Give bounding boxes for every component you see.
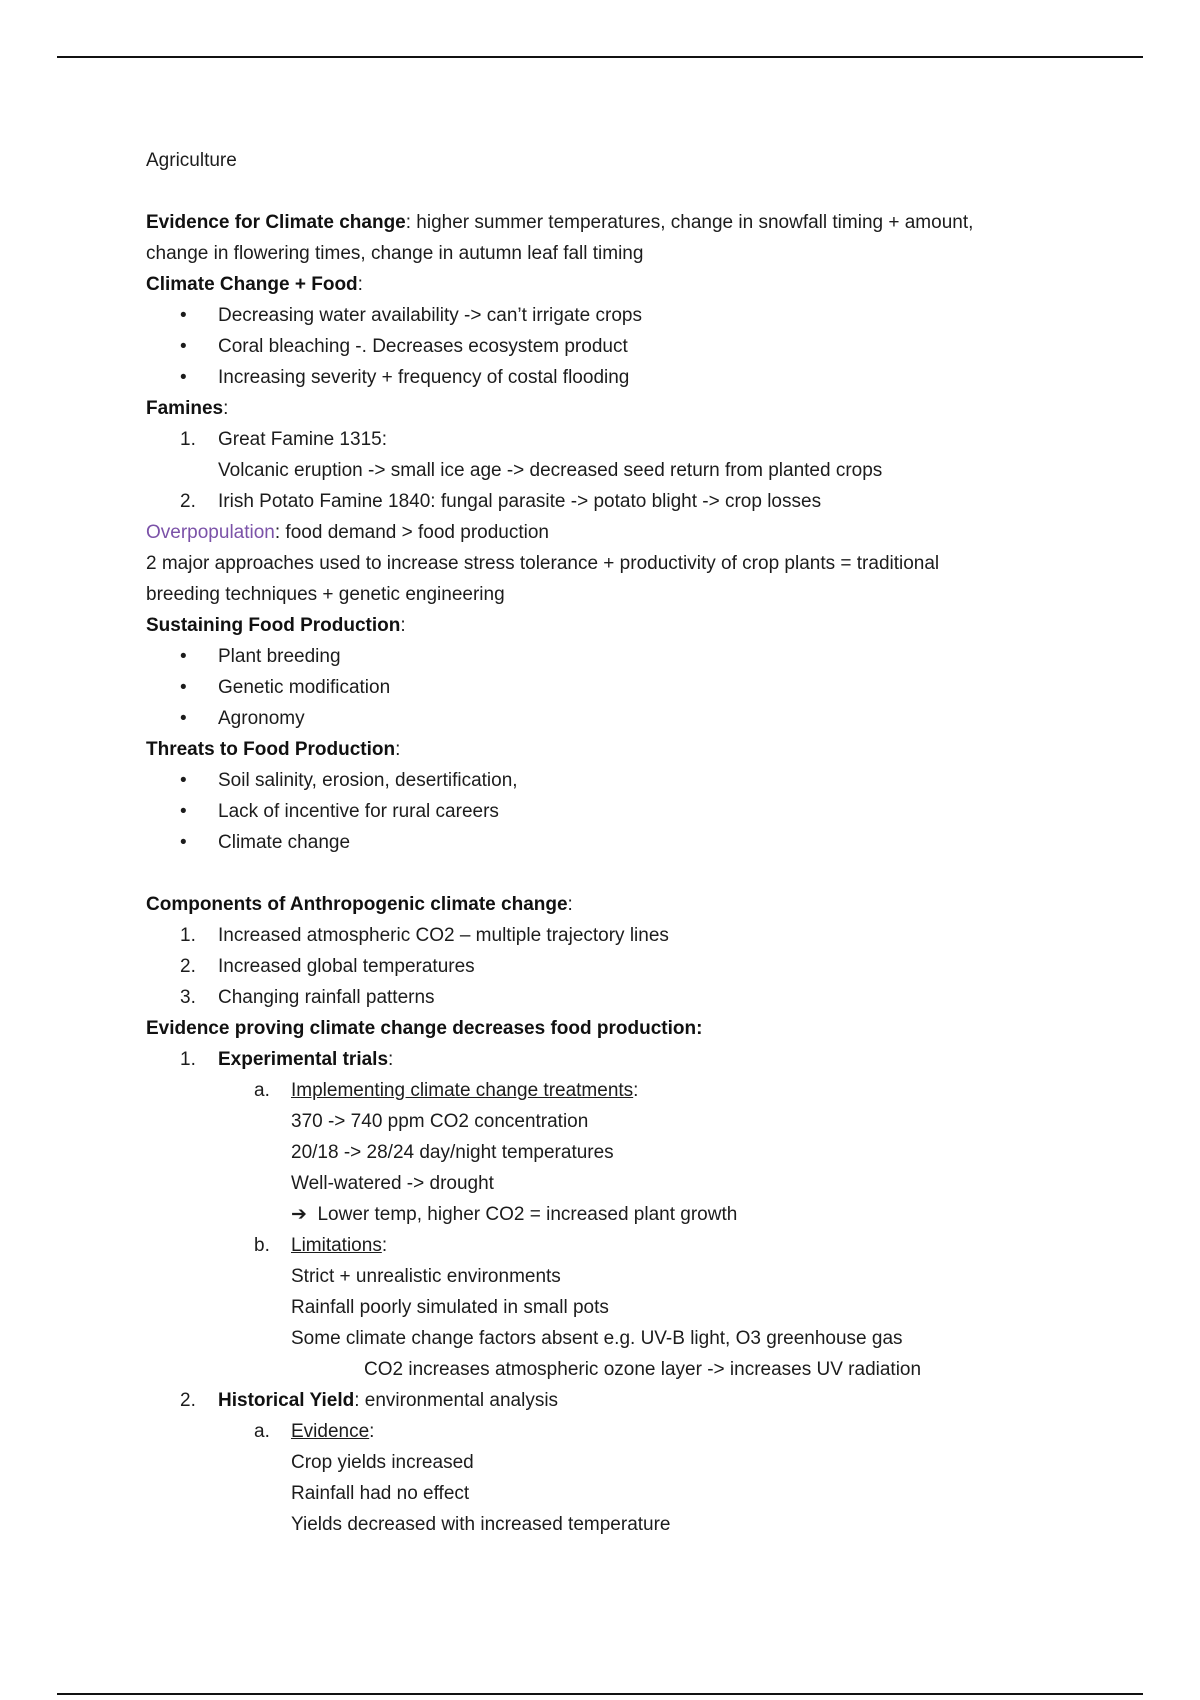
evidence-cc-line2: change in flowering times, change in autumn leaf fall timing [146,243,644,264]
list-item: • Decreasing water availability -> can’t irrigate crops [146,300,1146,331]
famines-heading: Famines: [146,398,229,419]
detail-line: Some climate change factors absent e.g. UV-B light, O3 greenhouse gas [291,1328,903,1349]
document-body [146,145,1146,1540]
number-marker: 1. [180,1049,196,1070]
list-item: • Genetic modification [146,672,1146,703]
footer-rule [57,1693,1143,1695]
sustaining-heading: Sustaining Food Production: [146,615,406,636]
overpopulation-term: Overpopulation [146,522,275,543]
list-item: • Increasing severity + frequency of costal flooding [146,362,1146,393]
detail-line: 20/18 -> 28/24 day/night temperatures [291,1142,614,1163]
list-item: 3. Changing rainfall patterns [146,982,1146,1013]
approaches-line2: breeding techniques + genetic engineering [146,584,505,605]
header-rule [57,56,1143,58]
arrow-line: ➔ Lower temp, higher CO2 = increased plant growth [291,1204,738,1225]
threats-heading: Threats to Food Production: [146,739,401,760]
approaches-line1: 2 major approaches used to increase stress tolerance + productivity of crop plants = traditional [146,553,940,574]
list-item: 2. Irish Potato Famine 1840: fungal parasite -> potato blight -> crop losses [146,486,1146,517]
detail-line: Rainfall poorly simulated in small pots [291,1297,609,1318]
list-item: 2. Increased global temperatures [146,951,1146,982]
bullet-marker: • [180,305,187,326]
bullet-marker: • [180,646,187,667]
list-item: 1. Increased atmospheric CO2 – multiple trajectory lines [146,920,1146,951]
bullet-marker: • [180,677,187,698]
list-item-detail: Volcanic eruption -> small ice age -> decreased seed return from planted crops [218,460,883,481]
trials-sub-a: a. Implementing climate change treatments: [146,1075,1146,1106]
components-heading: Components of Anthropogenic climate change: [146,894,573,915]
evidence-cc-label: Evidence for Climate change [146,212,406,233]
bullet-marker: • [180,336,187,357]
detail-line: 370 -> 740 ppm CO2 concentration [291,1111,589,1132]
number-marker: 2. [180,491,196,512]
doc-title: Agriculture [146,150,237,171]
detail-subline: CO2 increases atmospheric ozone layer -> increases UV radiation [364,1359,922,1380]
number-marker: 2. [180,1390,196,1411]
bullet-marker: • [180,801,187,822]
letter-marker: b. [254,1235,270,1256]
cc-food-heading: Climate Change + Food: [146,274,363,295]
trials-item: 1. Experimental trials: [146,1044,1146,1075]
bullet-marker: • [180,770,187,791]
detail-line: Crop yields increased [291,1452,474,1473]
bullet-marker: • [180,708,187,729]
list-item: 1. Great Famine 1315: [146,424,1146,455]
historical-item: 2. Historical Yield: environmental analysis [146,1385,1146,1416]
bullet-marker: • [180,367,187,388]
overpopulation-line: Overpopulation: food demand > food production [146,522,549,543]
historical-sub-a: a. Evidence: [146,1416,1146,1447]
detail-line: Rainfall had no effect [291,1483,470,1504]
detail-line: Well-watered -> drought [291,1173,494,1194]
list-item: • Climate change [146,827,1146,858]
list-item: • Plant breeding [146,641,1146,672]
letter-marker: a. [254,1421,270,1442]
number-marker: 1. [180,925,196,946]
number-marker: 3. [180,987,196,1008]
list-item: • Agronomy [146,703,1146,734]
evidence-cc-line1: Evidence for Climate change: higher summer temperatures, change in snowfall timing + amount, [146,212,974,233]
number-marker: 2. [180,956,196,977]
bullet-marker: • [180,832,187,853]
detail-line: Yields decreased with increased temperature [291,1514,671,1535]
list-item: • Soil salinity, erosion, desertification, [146,765,1146,796]
number-marker: 1. [180,429,196,450]
arrow-icon: ➔ [291,1204,307,1225]
list-item: • Lack of incentive for rural careers [146,796,1146,827]
list-item: • Coral bleaching -. Decreases ecosystem product [146,331,1146,362]
letter-marker: a. [254,1080,270,1101]
trials-sub-b: b. Limitations: [146,1230,1146,1261]
evidence-proving-heading: Evidence proving climate change decreases food production: [146,1018,703,1039]
detail-line: Strict + unrealistic environments [291,1266,561,1287]
